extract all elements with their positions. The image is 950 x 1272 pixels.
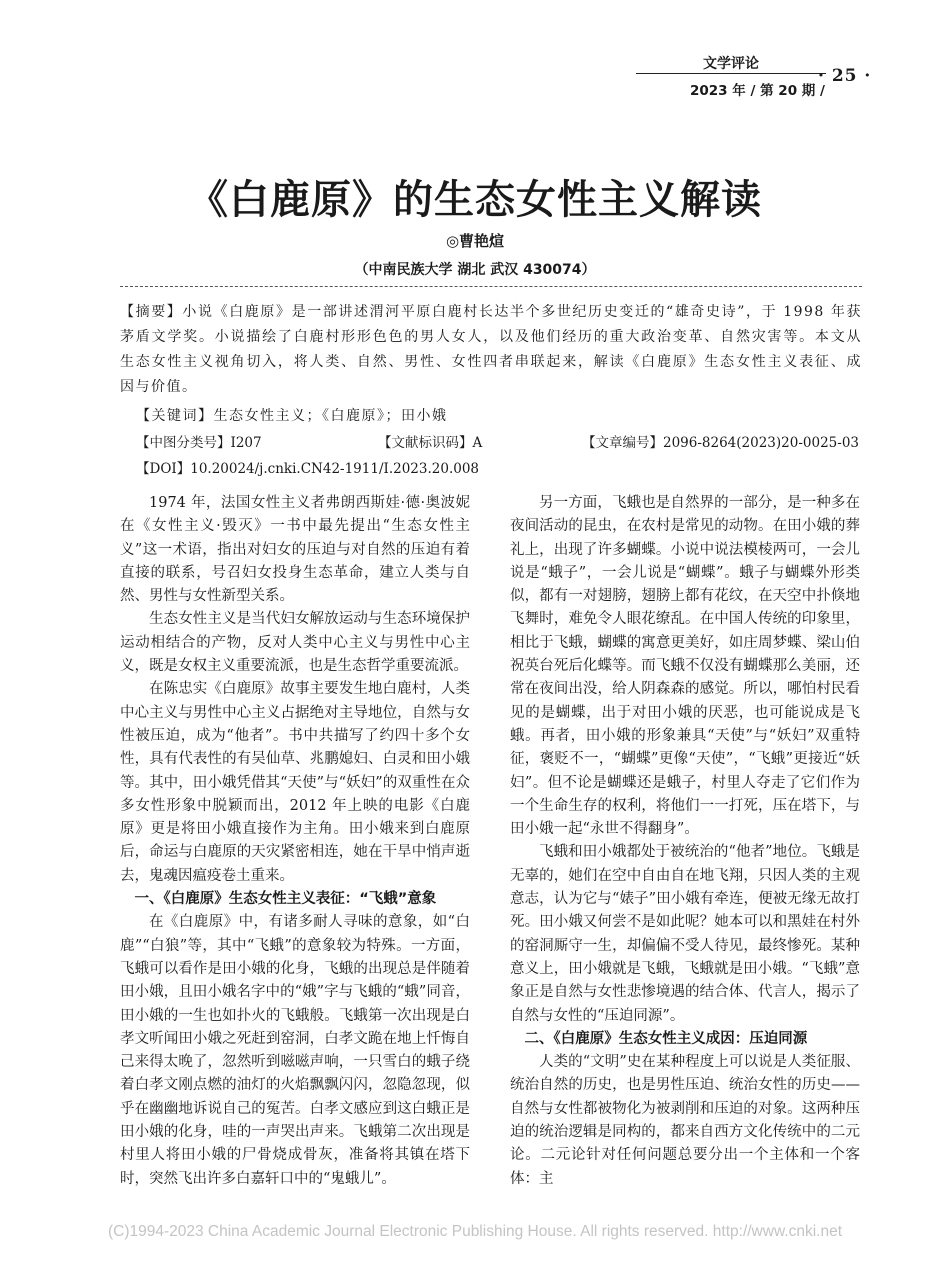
left-column: [120, 492, 470, 1191]
classification-number: 【中图分类号】I207: [136, 435, 262, 451]
document-code: 【文献标识码】A: [378, 435, 483, 451]
paragraph: 生态女性主义是当代妇女解放运动与生态环境保护运动相结合的产物，反对人类中心主义与男性中心主义，既是女权主义重要流派，也是生态哲学重要流派。: [120, 611, 470, 675]
author-name: ◎曹艳煊: [445, 232, 505, 250]
doi: 【DOI】10.20024/j.cnki.CN42-1911/I.2023.20.008: [136, 461, 480, 477]
article-number: 【文章编号】2096-8264(2023)20-0025-03: [582, 435, 860, 451]
copyright-footer: (C)1994-2023 China Academic Journal Electronic Publishing House. All rights reserved. http://www.cnki.net: [107, 1223, 843, 1240]
section-heading-2: 二、《白鹿原》生态女性主义成因：压迫同源: [524, 1030, 808, 1047]
header-rule: [636, 73, 826, 74]
issue-info: 2023 年 / 第 20 期 /: [690, 83, 825, 99]
paragraph: 1974 年，法国女性主义者弗朗西斯娃·德·奥波妮在《女性主义·毁灭》一书中最先提出“生态女性主义”这一术语，指出对妇女的压迫与对自然的压迫有着直接的联系，号召妇女投身生态革命，建立人类与自然、男性与女性新型关系。: [120, 495, 470, 605]
right-column: [510, 492, 860, 1191]
article-title: 《白鹿原》的生态女性主义解读: [188, 177, 762, 223]
abstract: 【摘要】小说《白鹿原》是一部讲述渭河平原白鹿村长达半个多世纪历史变迁的“雄奇史诗”，于 1998 年获茅盾文学奖。小说描绘了白鹿村形形色色的男人女人，以及他们经历的重大政治变革、自然灾害等。本文从生态女性主义视角切入，将人类、自然、男性、女性四者串联起来，解读《白鹿原》生态女性主义表征、成因与价值。: [120, 304, 862, 395]
paragraph: 另一方面，飞蛾也是自然界的一部分，是一种多在夜间活动的昆虫，在农村是常见的动物。在田小娥的葬礼上，出现了许多蝴蝶。小说中说法模棱两可，一会儿说是“蛾子”，一会儿说是“蝴蝶”。蛾子与蝴蝶外形类似，都有一对翅膀，翅膀上都有花纹，在天空中扑倏地飞舞时，难免令人眼花缭乱。在中国人传统的印象里，相比于飞蛾，蝴蝶的寓意更美好，如庄周梦蝶、梁山伯祝英台死后化蝶等。而飞蛾不仅没有蝴蝶那么美丽，还常在夜间出没，给人阴森森的感觉。所以，哪怕村民看见的是蝴蝶，出于对田小娥的厌恶，也可能说成是飞蛾。再者，田小娥的形象兼具“天使”与“妖妇”双重特征，褒贬不一，“蝴蝶”更像“天使”，“飞蛾”更接近“妖妇”。但不论是蝴蝶还是蛾子，村里人夺走了它们作为一个生命生存的权利，将他们一一打死，压在塔下，与田小娥一起“永世不得翻身”。: [510, 495, 860, 838]
paragraph: 在陈忠实《白鹿原》故事主要发生地白鹿村，人类中心主义与男性中心主义占据绝对主导地位，自然与女性被压迫，成为“他者”。书中共描写了约四十多个女性，具有代表性的有吴仙草、兆鹏媳妇、白灵和田小娥等。其中，田小娥凭借其“天使”与“妖妇”的双重性在众多女性形象中脱颖而出，2012 年上映的电影《白鹿原》更是将田小娥直接作为主角。田小娥来到白鹿原后，命运与白鹿原的天灾紧密相连，她在干旱中悄声逝去，鬼魂因瘟疫卷土重来。: [120, 681, 470, 884]
keywords: 【关键词】生态女性主义；《白鹿原》；田小娥: [136, 408, 448, 424]
paragraph: 在《白鹿原》中，有诸多耐人寻味的意象，如“白鹿”“白狼”等，其中“飞蛾”的意象较为特殊。一方面，飞蛾可以看作是田小娥的化身，飞蛾的出现总是伴随着田小娥，且田小娥名字中的“娥”字与飞蛾的“蛾”同音，田小娥的一生也如扑火的飞蛾般。飞蛾第一次出现是白孝文听闻田小娥之死赶到窑洞，白孝文跪在地上忏悔自己来得太晚了，忽然听到嗞嗞声响，一只雪白的蛾子绕着白孝文刚点燃的油灯的火焰飘飘闪闪，忽隐忽现，似乎在幽幽地诉说自己的冤苦。白孝文感应到这白蛾正是田小娥的化身，哇的一声哭出声来。飞蛾第二次出现是村里人将田小娥的尸骨烧成骨灰，准备将其镇在塔下时，突然飞出许多白嘉轩口中的“鬼蛾儿”。: [120, 914, 470, 1187]
section-heading-1: 一、《白鹿原》生态女性主义表征：“飞蛾”意象: [134, 891, 437, 908]
journal-name: 文学评论: [703, 56, 759, 72]
page-number: · 25 ·: [818, 66, 872, 86]
abstract-divider: [120, 286, 862, 287]
author-affiliation: （中南民族大学 湖北 武汉 430074）: [354, 262, 596, 278]
paragraph: 飞蛾和田小娥都处于被统治的“他者”地位。飞蛾是无辜的，她们在空中自由自在地飞翔，只因人类的主观意志，认为它与“婊子”田小娥有牵连，便被无缘无故打死。田小娥又何尝不是如此呢？她本可以和黑娃在村外的窑洞厮守一生，却偏偏不受人待见，最终惨死。某种意义上，田小娥就是飞蛾，飞蛾就是田小娥。“飞蛾”意象正是自然与女性悲惨境遇的结合体、代言人，揭示了自然与女性的“压迫同源”。: [510, 844, 860, 1024]
paragraph: 人类的“文明”史在某种程度上可以说是人类征服、统治自然的历史，也是男性压迫、统治女性的历史——自然与女性都被物化为被剥削和压迫的对象。这两种压迫的统治逻辑是同构的，都来自西方文化传统中的二元论。二元论针对任何问题总要分出一个主体和一个客体：主: [510, 1054, 860, 1187]
